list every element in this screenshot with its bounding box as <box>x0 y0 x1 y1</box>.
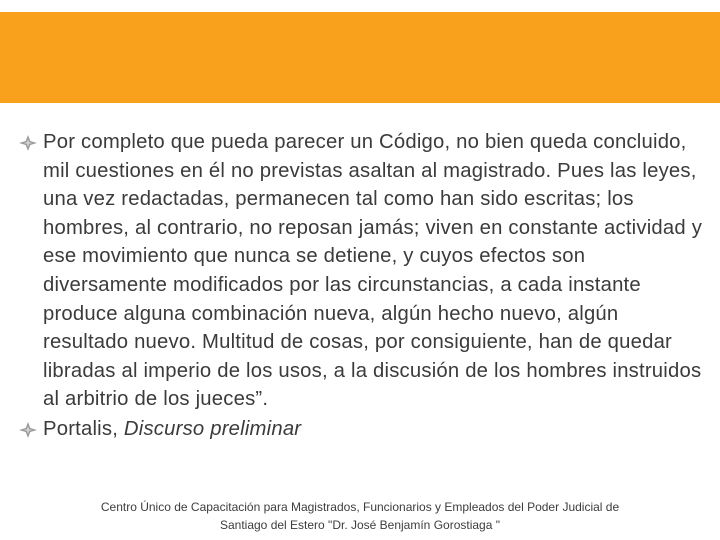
quote-bullet <box>18 128 708 414</box>
slide-body <box>18 128 708 444</box>
slide-top-margin <box>0 0 720 12</box>
quote-text: Por completo que pueda parecer un Código, no bien queda concluido, mil cuestiones en él no previstas asaltan al magistrado. Pues las leyes, una vez redactadas, permanecen tal como han sido escritas; los hombres, al contrario, no reposan jamás; viven en constante actividad y ese movimiento que nunca se detiene, y cuyos efectos son diversamente modificados por las circunstancias, a cada instante produce alguna combinación nueva, algún hecho nuevo, algún resultado nuevo. Multitud de cosas, por consiguiente, han de quedar libradas al imperio de los usos, a la discusión de los hombres instruidos al arbitrio de los jueces”. <box>43 131 703 411</box>
title-band <box>0 12 720 103</box>
footer-line-1: Centro Único de Capacitación para Magistrados, Funcionarios y Empleados del Poder Judicial de <box>100 500 620 514</box>
source-author: Portalis, <box>43 417 119 440</box>
source-work: Discurso preliminar <box>123 417 302 440</box>
footer <box>40 498 680 534</box>
diamond-star-bullet-icon <box>18 134 38 152</box>
footer-line-2: Santiago del Estero "Dr. José Benjamín Gorostiaga " <box>219 518 500 532</box>
diamond-star-bullet-icon <box>18 421 38 439</box>
source-bullet <box>18 415 708 444</box>
